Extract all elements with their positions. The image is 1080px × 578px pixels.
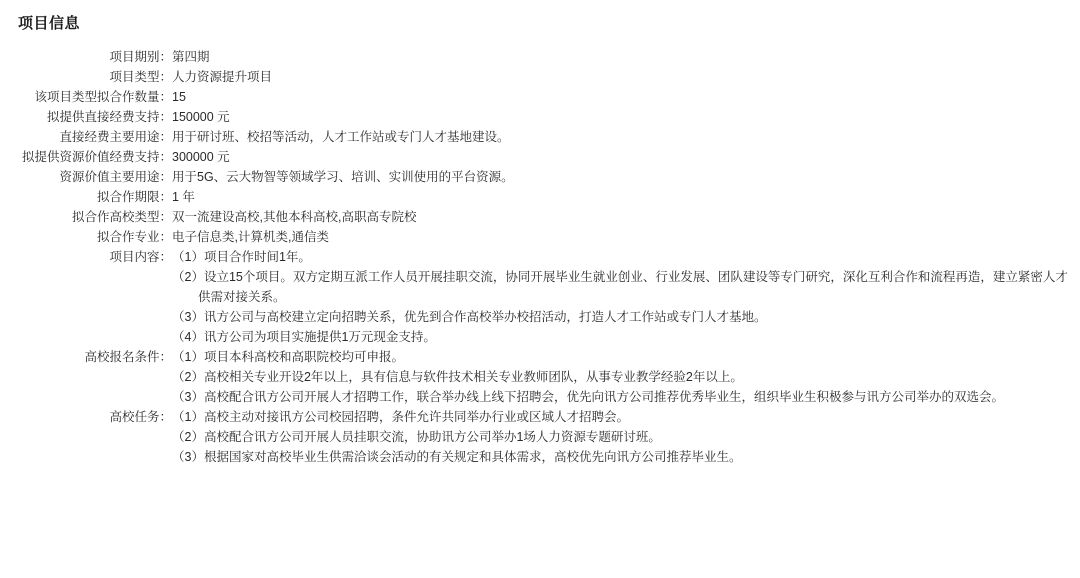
info-row-line: 人力资源提升项目 [172,70,273,84]
info-row-line: （1）项目本科高校和高职院校均可申报。 [172,350,404,364]
info-row-line: 电子信息类,计算机类,通信类 [172,230,329,244]
info-row-line: 用于5G、云大物智等领域学习、培训、实训使用的平台资源。 [172,170,514,184]
info-row [0,167,1080,187]
info-row-value [172,167,1080,187]
info-row-label: 拟提供资源价值经费支持： [21,150,172,164]
info-row [0,227,1080,247]
info-row-line: （2）设立15个项目。双方定期互派工作人员开展挂职交流，协同开展毕业生就业创业、行业发展、团队建设等专门研究，深化互利合作和流程再造，建立紧密人才供需对接关系。 [172,270,1068,304]
info-row-value [172,227,1080,247]
info-row-line: （2）高校配合讯方公司开展人员挂职交流，协助讯方公司举办1场人力资源专题研讨班。 [172,430,661,444]
info-row-value [172,87,1080,107]
info-row-label: 拟合作高校类型： [71,210,172,224]
info-row-line: 150000 元 [172,110,230,124]
info-row-label: 拟合作期限： [96,190,172,204]
info-row [0,347,1080,407]
info-row-value [172,207,1080,227]
info-row-label: 项目期别： [109,50,172,64]
info-row-line: （2）高校相关专业开设2年以上，具有信息与软件技术相关专业教师团队，从事专业教学经验2年以上。 [172,370,743,384]
info-row-line: 用于研讨班、校招等活动，人才工作站或专门人才基地建设。 [172,130,510,144]
info-row-value [172,247,1080,347]
info-row-label: 高校任务： [109,410,172,424]
info-row-label: 高校报名条件： [84,350,172,364]
info-row-line: （3）讯方公司与高校建立定向招聘关系，优先到合作高校举办校招活动，打造人才工作站或专门人才基地。 [172,310,767,324]
info-row-line: 15 [172,90,186,104]
info-row-label: 拟提供直接经费支持： [46,110,172,124]
info-row-value [172,67,1080,87]
info-row-line: （4）讯方公司为项目实施提供1万元现金支持。 [172,330,436,344]
info-row-value [172,407,1080,467]
page-title: 项目信息 [18,15,81,32]
project-info-table [0,47,1080,467]
info-row-label: 项目内容： [109,250,172,264]
info-row-label: 直接经费主要用途： [59,130,172,144]
info-row-value [172,147,1080,167]
table-body [0,47,1080,467]
info-row [0,207,1080,227]
info-row [0,107,1080,127]
info-row [0,67,1080,87]
info-row-value [172,107,1080,127]
info-row-label: 该项目类型拟合作数量： [34,90,172,104]
info-row-line: 第四期 [172,50,210,64]
info-row-line: 双一流建设高校,其他本科高校,高职高专院校 [172,210,417,224]
info-row-line: （1）项目合作时间1年。 [172,250,311,264]
info-row [0,407,1080,467]
info-row [0,247,1080,347]
info-row-label: 资源价值主要用途： [59,170,172,184]
info-row-label: 项目类型： [109,70,172,84]
info-row-value [172,187,1080,207]
info-row [0,87,1080,107]
info-row-line: 1 年 [172,190,195,204]
info-row [0,127,1080,147]
info-row-value [172,127,1080,147]
info-row-line: 300000 元 [172,150,230,164]
info-row [0,147,1080,167]
info-row [0,47,1080,67]
info-row-value [172,347,1080,407]
info-row-value [172,47,1080,67]
info-row-line: （3）根据国家对高校毕业生供需洽谈会活动的有关规定和具体需求，高校优先向讯方公司推荐毕业生。 [172,450,742,464]
info-row-label: 拟合作专业： [96,230,172,244]
info-row [0,187,1080,207]
info-row-line: （1）高校主动对接讯方公司校园招聘，条件允许共同举办行业或区域人才招聘会。 [172,410,629,424]
info-row-line: （3）高校配合讯方公司开展人才招聘工作，联合举办线上线下招聘会，优先向讯方公司推荐优秀毕业生，组织毕业生积极参与讯方公司举办的双选会。 [172,390,1004,404]
